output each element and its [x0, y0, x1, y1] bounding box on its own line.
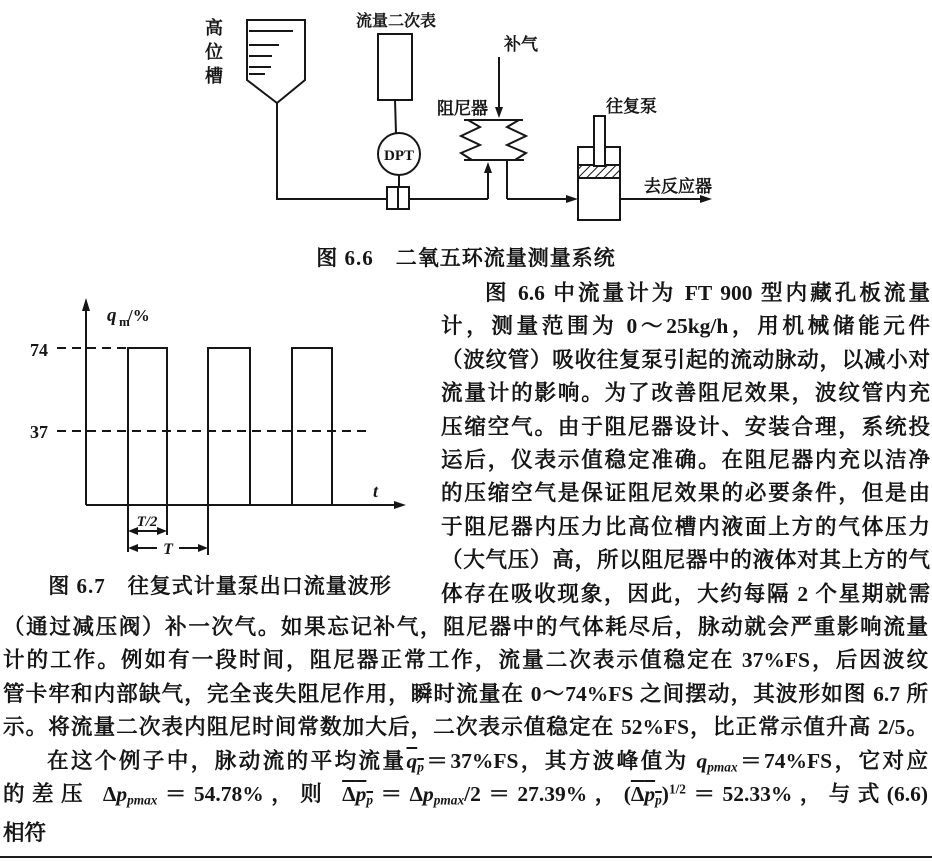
figure-6-7-chart	[0, 280, 440, 562]
chart-axes	[82, 298, 406, 509]
figure-6-6-diagram	[0, 0, 932, 232]
right-text-column	[441, 277, 930, 611]
tick-37: 37	[30, 422, 48, 442]
text-line: 管卡牢和内部缺气，完全丧失阻尼作用，瞬时流量在 0～74%FS 之间摆动，其波形如图 6.7 所	[3, 681, 928, 706]
makeup-air-label: 补气	[504, 35, 538, 54]
dim-label-period: T	[163, 541, 173, 558]
meter-dpt-link	[395, 100, 396, 133]
text-line: 计，测量范围为 0～25kg/h，用机械储能元件	[441, 314, 930, 339]
waveform-pulses	[128, 348, 332, 505]
tick-74: 74	[30, 340, 48, 360]
full-width-text	[3, 611, 928, 851]
text-line: 图 6.6 中流量计为 FT 900 型内藏孔板流量	[485, 281, 930, 305]
page-bottom-rule	[0, 856, 932, 858]
text-line: 流量计的影响。为了改善阻尼效果，波纹管内充	[441, 381, 930, 406]
text-line: （通过减压阀）补一次气。如果忘记补气，阻尼器中的气体耗尽后，脉动就会严重影响流量	[3, 615, 928, 639]
y-axis-label	[107, 305, 150, 329]
text-line: 的压缩空气是保证阻尼效果的必要条件，但是由	[441, 481, 930, 506]
formula-line: 的差压 Δppmax＝54.78%，则 Δpp＝Δppmax/2＝27.39%，$(\Delta pp)^{1/2}=52.33\%$，与式(6.6)	[3, 781, 928, 808]
damper-shape	[461, 120, 526, 199]
svg-text:/%: /%	[128, 306, 150, 325]
text-line: 示。将流量二次表内阻尼时间常数加大后，二次表示值稳定在 52%FS，比正常示值升高 2/5。	[3, 715, 928, 740]
pump-shape	[578, 116, 620, 220]
text-line: （大气压）高，所以阻尼器中的液体对其上方的气	[441, 548, 930, 573]
pump-inlet-arrow	[566, 195, 578, 203]
orifice-shape	[387, 187, 409, 209]
text-line: 计的工作。例如有一段时间，阻尼器正常工作，流量二次表示值稳定在 37%FS，后因波纹	[3, 648, 928, 673]
dpt-label: DPT	[384, 148, 414, 164]
tank-shape	[247, 20, 305, 103]
secondary-meter-label: 流量二次表	[356, 13, 437, 30]
secondary-meter-shape	[378, 34, 412, 100]
pipe-lines	[277, 103, 703, 199]
x-axis-label: t	[373, 481, 379, 501]
dim-label-half-period: T/2	[136, 514, 158, 530]
tank-label: 高位槽	[203, 18, 223, 90]
text-line: 相符	[3, 821, 47, 846]
text-line: 运后，仪表示值稳定准确。在阻尼器内充以洁净	[441, 447, 930, 472]
text-line: 于阻尼器内压力比高位槽内液面上方的气体压力	[441, 514, 930, 539]
figure-6-6-caption: 图 6.6 二氧五环流量测量系统	[316, 246, 616, 270]
to-reactor-label: 去反应器	[644, 177, 712, 196]
damper-label: 阻尼器	[437, 99, 488, 118]
svg-text:q: q	[107, 305, 117, 326]
svg-text:m: m	[119, 314, 130, 329]
text-line: 压缩空气。由于阻尼器设计、安装合理，系统投	[441, 414, 930, 439]
text-line: （波纹管）吸收往复泵引起的流动脉动，以减小对	[441, 347, 930, 372]
to-reactor-arrow	[700, 195, 712, 203]
formula-line: 在这个例子中，脉动流的平均流量qp＝37%FS，其方波峰值为 qpmax＝74%FS，它对应	[47, 748, 928, 775]
makeup-air-arrow	[495, 57, 503, 118]
figure-6-7-caption: 图 6.7 往复式计量泵出口流量波形	[48, 574, 392, 598]
text-line: 体存在吸收现象，因此，大约每隔 2 个星期就需	[441, 581, 930, 606]
pump-label: 往复泵	[606, 97, 657, 116]
